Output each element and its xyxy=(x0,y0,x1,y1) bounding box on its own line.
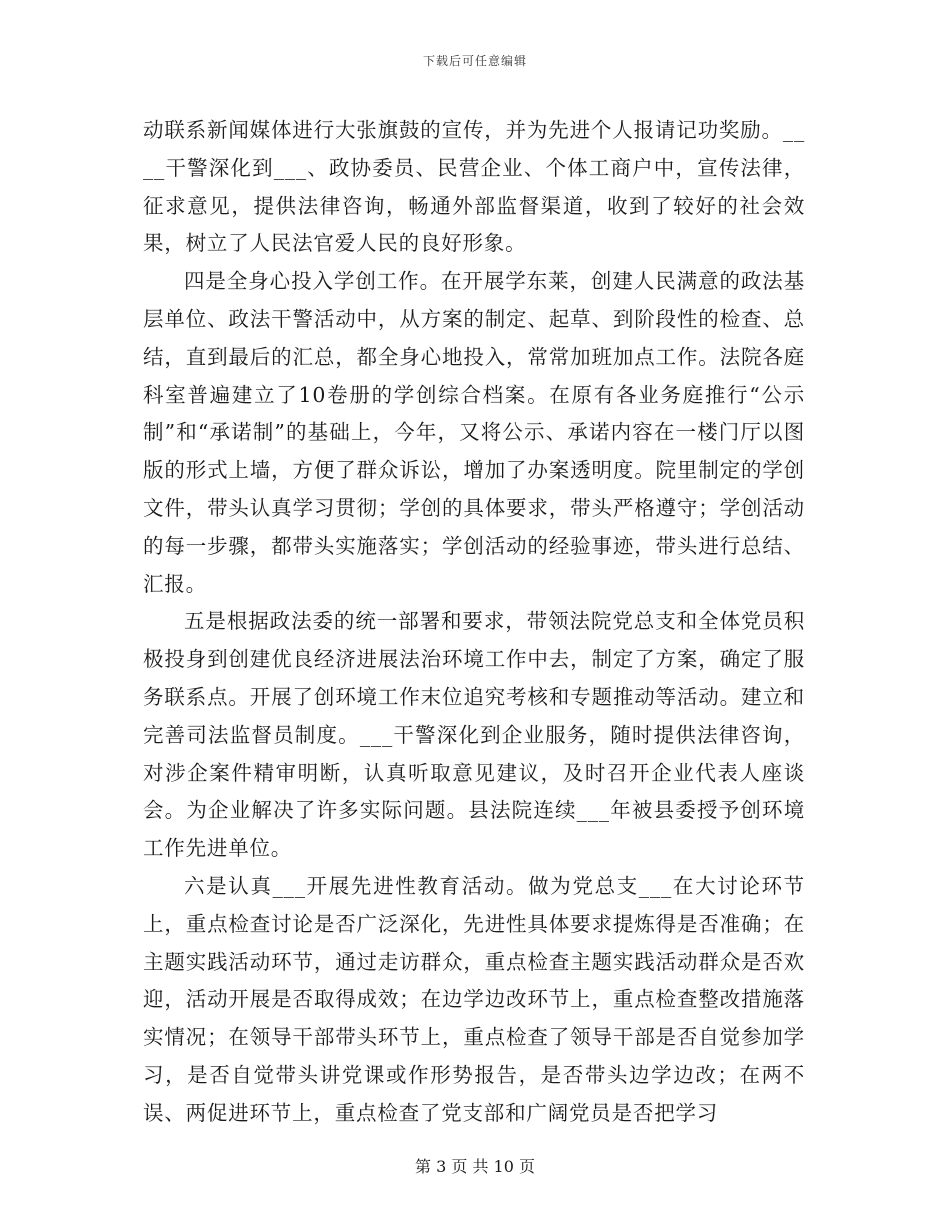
paragraph-1: 动联系新闻媒体进行大张旗鼓的宣传，并为先进个人报请记功奖励。__ __干警深化到___、政协委员、民营企业、个体工商户中，宣传法律，征求意见，提供法律咨询，畅通外部监督渠道，收到了较好的社会效果，树立了人民法官爱人民的良好形象。 xyxy=(143,118,805,256)
page-number: 第 3 页 共 10 页 xyxy=(415,1157,535,1176)
paragraph-2: 四是全身心投入学创工作。在开展学东莱，创建人民满意的政法基层单位、政法干警活动中，从方案的制定、起草、到阶段性的检查、总结，直到最后的汇总，都全身心地投入，常常加班加点工作。法院各庭科室普遍建立了10卷册的学创综合档案。在原有各业务庭推行“公示制”和“承诺制”的基础上，今年，又将公示、承诺内容在一楼门厅以图版的形式上墙，方便了群众诉讼，增加了办案透明度。院里制定的学创文件，带头认真学习贯彻；学创的具体要求，带头严格遵守；学创活动的每一步骤，都带头实施落实；学创活动的经验事迹，带头进行总结、汇报。 xyxy=(143,269,805,596)
paragraph-4: 六是认真___开展先进性教育活动。做为党总支___在大讨论环节上，重点检查讨论是否广泛深化，先进性具体要求提炼得是否准确；在主题实践活动环节，通过走访群众，重点检查主题实践活动群众是否欢迎，活动开展是否取得成效；在边学边改环节上，重点检查整改措施落实情况；在领导干部带头环节上，重点检查了领导干部是否自觉参加学习，是否自觉带头讲党课或作形势报告，是否带头边学边改；在两不误、两促进环节上，重点检查了党支部和广阔党员是否把学习 xyxy=(143,873,805,1125)
page-header: 下载后可任意编辑 xyxy=(422,54,527,68)
paragraph-3: 五是根据政法委的统一部署和要求，带领法院党总支和全体党员积极投身到创建优良经济进展法治环境工作中去，制定了方案，确定了服务联系点。开展了创环境工作末位追究考核和专题推动等活动。建立和完善司法监督员制度。___干警深化到企业服务，随时提供法律咨询，对涉企案件精审明断，认真听取意见建议，及时召开企业代表人座谈会。为企业解决了许多实际问题。县法院连续___年被县委授予创环境工作先进单位。 xyxy=(143,609,805,861)
document-body xyxy=(143,112,805,1133)
